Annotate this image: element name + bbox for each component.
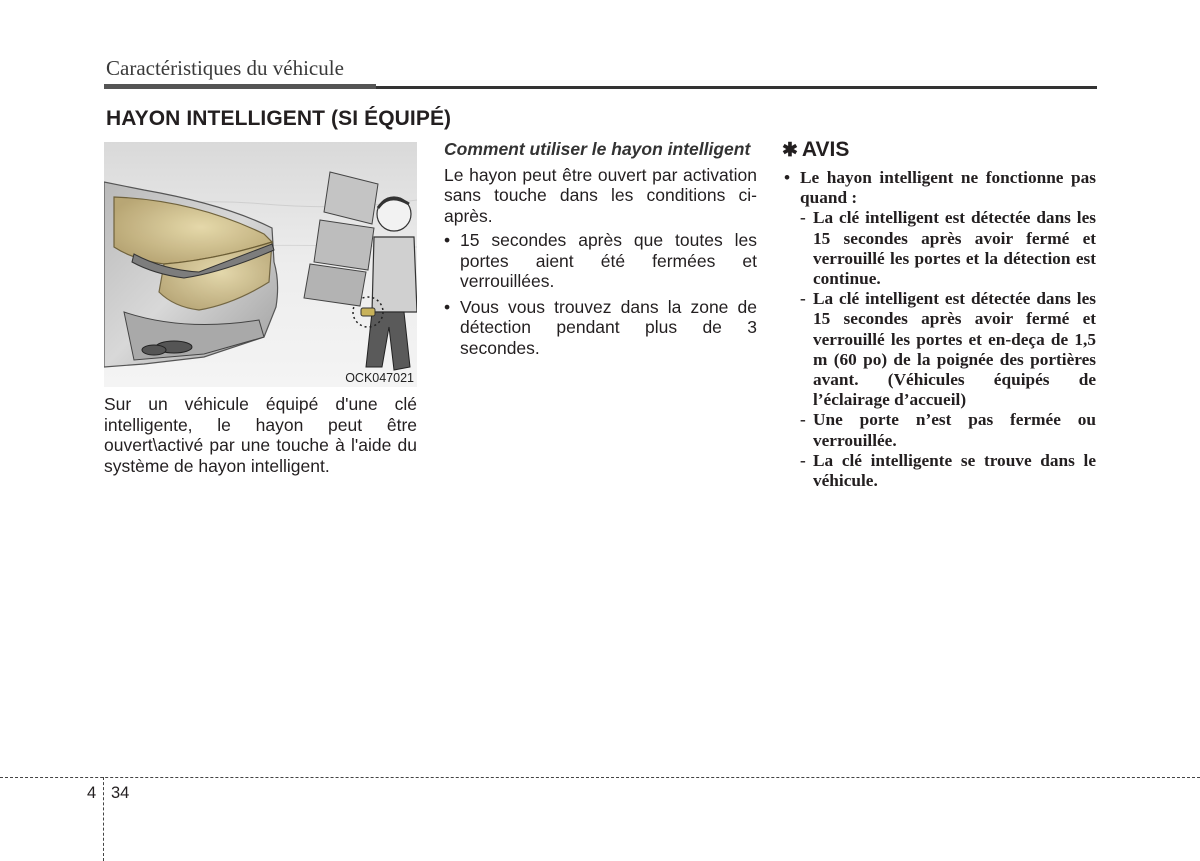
list-item-text: Une porte n’est pas fermée ou verrouillée. xyxy=(813,410,1096,450)
bullet-icon: • xyxy=(444,296,451,317)
notice-list xyxy=(782,208,1096,491)
list-item xyxy=(444,230,757,292)
bullet-icon: • xyxy=(444,230,451,250)
list-item-text: La clé intelligente se trouve dans le véhicule. xyxy=(813,450,1096,491)
notice-title xyxy=(782,138,1096,162)
dash-icon: - xyxy=(800,410,806,430)
usage-bullet-list xyxy=(444,230,757,358)
asterisk-icon: ✱ xyxy=(782,140,798,161)
list-item xyxy=(782,289,1096,410)
notice-box xyxy=(782,138,1096,491)
notice-intro xyxy=(782,168,1096,208)
footer-rule xyxy=(0,777,1200,778)
list-item-text: La clé intelligent est détectée dans les 15 secondes après avoir fermé et verrouillé les portes et la détection est continue. xyxy=(813,208,1096,289)
section-title: HAYON INTELLIGENT (SI ÉQUIPÉ) xyxy=(106,107,452,130)
usage-intro: Le hayon peut être ouvert par activation sans touche dans les conditions ci-après. xyxy=(444,164,757,226)
page-header-title: Caractéristiques du véhicule xyxy=(106,56,344,80)
figure-code: OCK047021 xyxy=(345,371,414,385)
car-and-person-drawing xyxy=(104,142,417,387)
footer-divider xyxy=(103,777,104,861)
chapter-number: 4 xyxy=(87,784,97,802)
list-item xyxy=(444,297,757,359)
list-item-text: La clé intelligent est détectée dans les 15 secondes après avoir fermé et verrouillé les portes et en-deça de 1,5 m (60 po) de la poignée des portières avant. (Véhicules équipés de l’éclairage d’accueil) xyxy=(813,289,1096,410)
dash-icon: - xyxy=(800,208,806,228)
dash-icon: - xyxy=(800,450,806,470)
tailgate-illustration xyxy=(104,142,417,387)
list-item xyxy=(782,208,1096,289)
list-item-text: 15 secondes après que toutes les portes aient été fermées et verrouillées. xyxy=(460,230,757,291)
dash-icon: - xyxy=(800,289,806,309)
list-item xyxy=(782,451,1096,491)
page-number: 34 xyxy=(111,784,130,802)
bullet-icon: • xyxy=(784,168,791,187)
intro-paragraph: Sur un véhicule équipé d'une clé intelligente, le hayon peut être ouvert\activé par une touche à l'aide du système de hayon intelligent. xyxy=(104,394,417,476)
usage-column xyxy=(444,139,757,363)
list-item-text: Vous vous trouvez dans la zone de détection pendant plus de 3 secondes. xyxy=(460,296,757,358)
header-rule-accent xyxy=(104,84,376,89)
list-item xyxy=(782,410,1096,450)
notice-intro-text: Le hayon intelligent ne fonctionne pas quand : xyxy=(800,168,1096,208)
usage-subheading: Comment utiliser le hayon intelligent xyxy=(444,139,751,159)
notice-title-text: AVIS xyxy=(801,138,850,161)
